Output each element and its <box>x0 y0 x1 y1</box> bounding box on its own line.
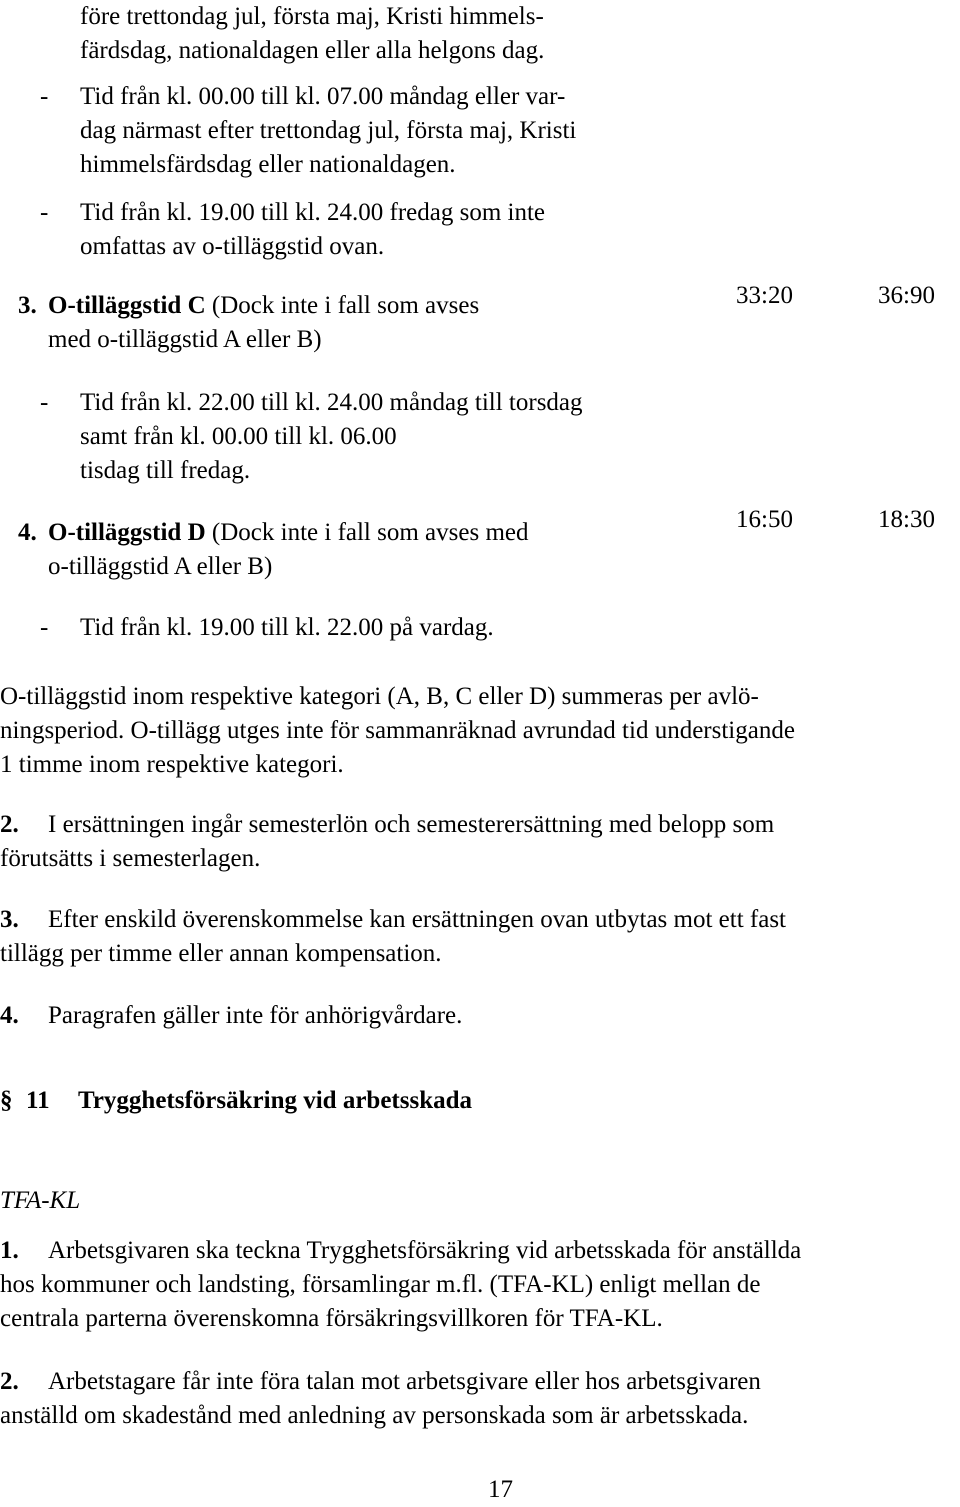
item-d-rest: (Dock inte i fall som avses med <box>205 519 529 546</box>
section-title: Trygghetsförsäkring vid arbetsskada <box>78 1087 473 1114</box>
bullet-dash: - <box>40 199 49 226</box>
item-c-line2: med o-tilläggstid A eller B) <box>48 326 322 353</box>
section-number: 11 <box>26 1087 50 1114</box>
bullet-line: Tid från kl. 22.00 till kl. 24.00 måndag till torsdag <box>80 389 583 416</box>
item-d-line2: o-tilläggstid A eller B) <box>48 553 273 580</box>
item-d-rate-1: 16:50 <box>736 506 793 533</box>
page-number: 17 <box>488 1476 513 1503</box>
continuation-line-2: färdsdag, nationaldagen eller alla helgons dag. <box>80 37 545 64</box>
continuation-line-1: före trettondag jul, första maj, Kristi himmels- <box>80 3 544 30</box>
para-4-text: Paragrafen gäller inte för anhörigvårdare. <box>48 1002 463 1029</box>
summary-line: ningsperiod. O-tillägg utges inte för sammanräknad avrundad tid understigande <box>0 717 795 744</box>
bullet-line: samt från kl. 00.00 till kl. 06.00 <box>80 423 397 450</box>
bullet-line: omfattas av o-tilläggstid ovan. <box>80 233 385 260</box>
tfa-para-2-line: Arbetstagare får inte föra talan mot arbetsgivare eller hos arbetsgivaren <box>48 1368 761 1395</box>
bullet-line: Tid från kl. 19.00 till kl. 24.00 fredag som inte <box>80 199 546 226</box>
item-d-title: O-tilläggstid D <box>48 519 206 546</box>
para-3-line: tillägg per timme eller annan kompensation. <box>0 940 442 967</box>
para-2-line: förutsätts i semesterlagen. <box>0 845 261 872</box>
subheading: TFA-KL <box>0 1187 81 1214</box>
item-c-number: 3. <box>18 292 37 319</box>
item-c-rest: (Dock inte i fall som avses <box>205 292 480 319</box>
tfa-para-2-number: 2. <box>0 1368 19 1395</box>
item-c-heading <box>48 289 479 323</box>
item-d-heading <box>48 516 529 550</box>
para-2-line: I ersättningen ingår semesterlön och semesterersättning med belopp som <box>48 811 775 838</box>
item-c-rate-2: 36:90 <box>878 282 935 309</box>
item-c-title: O-tilläggstid C <box>48 292 206 319</box>
item-c-rate-1: 33:20 <box>736 282 793 309</box>
summary-line: O-tilläggstid inom respektive kategori (A, B, C eller D) summeras per avlö- <box>0 683 759 710</box>
bullet-dash: - <box>40 614 49 641</box>
tfa-para-1-line: hos kommuner och landsting, församlingar m.fl. (TFA-KL) enligt mellan de <box>0 1271 761 1298</box>
item-d-number: 4. <box>18 519 37 546</box>
summary-line: 1 timme inom respektive kategori. <box>0 751 344 778</box>
item-d-rate-2: 18:30 <box>878 506 935 533</box>
para-3-line: Efter enskild överenskommelse kan ersättningen ovan utbytas mot ett fast <box>48 906 787 933</box>
bullet-line: tisdag till fredag. <box>80 457 251 484</box>
tfa-para-2-line: anställd om skadestånd med anledning av personskada som är arbetsskada. <box>0 1402 749 1429</box>
tfa-para-1-line: centrala parterna överenskomna försäkringsvillkoren för TFA-KL. <box>0 1305 663 1332</box>
para-4-number: 4. <box>0 1002 19 1029</box>
section-symbol: § <box>0 1087 13 1114</box>
bullet-line: dag närmast efter trettondag jul, första maj, Kristi <box>80 117 577 144</box>
bullet-line: himmelsfärdsdag eller nationaldagen. <box>80 151 456 178</box>
tfa-para-1-line: Arbetsgivaren ska teckna Trygghetsförsäkring vid arbetsskada för anställda <box>48 1237 802 1264</box>
para-2-number: 2. <box>0 811 19 838</box>
bullet-dash: - <box>40 389 49 416</box>
bullet-line: Tid från kl. 00.00 till kl. 07.00 måndag eller var- <box>80 83 566 110</box>
bullet-line: Tid från kl. 19.00 till kl. 22.00 på vardag. <box>80 614 494 641</box>
para-3-number: 3. <box>0 906 19 933</box>
bullet-dash: - <box>40 83 49 110</box>
tfa-para-1-number: 1. <box>0 1237 19 1264</box>
